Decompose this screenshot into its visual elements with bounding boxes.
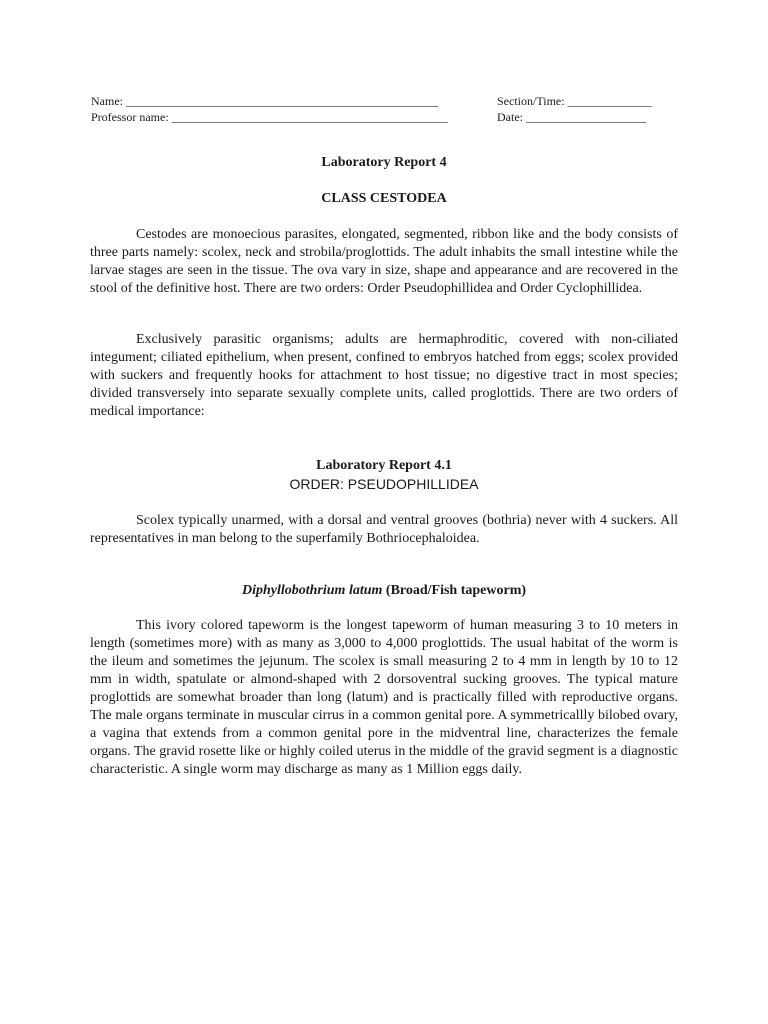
professor-name-field-line: Professor name: ______________________________________________ bbox=[91, 110, 448, 124]
order-heading: ORDER: PSEUDOPHILLIDEA bbox=[289, 476, 479, 492]
intro-paragraph: Cestodes are monoecious parasites, elongated, segmented, ribbon like and the body consists of three parts namely: scolex, neck and strobila/proglottids. The adult inhabits the small intestine while the larvae stages are seen in the tissue. The ova vary in size, shape and appearance and are recovered in the stool of the definitive host. There are two orders: Order Pseudophillidea and Order Cyclophillidea. bbox=[90, 227, 678, 296]
name-field-line: Name: ____________________________________________________ bbox=[91, 94, 438, 108]
report-title: Laboratory Report 4 bbox=[321, 155, 447, 170]
characteristics-paragraph: Exclusively parasitic organisms; adults are hermaphroditic, covered with non-ciliated integument; ciliated epithelium, when present, confined to embryos hatched from eggs; scolex provided with suckers and frequently hooks for attachment to host tissue; no digestive tract in most species; divided transversely into separate sexually complete units, called proglottids. There are two orders of medical importance: bbox=[90, 332, 678, 419]
species-heading bbox=[0, 582, 768, 600]
date-field-line: Date: ____________________ bbox=[497, 110, 646, 124]
species-scientific-name: Diphyllobothrium latum bbox=[241, 583, 383, 598]
section-time-field-line: Section/Time: ______________ bbox=[497, 94, 652, 108]
order-paragraph: Scolex typically unarmed, with a dorsal and ventral grooves (bothria) never with 4 suckers. All representatives in man belong to the superfamily Bothriocephaloidea. bbox=[90, 513, 678, 546]
species-paragraph: This ivory colored tapeworm is the longest tapeworm of human measuring 3 to 10 meters in length (sometimes more) with as many as 3,000 to 4,000 proglottids. The usual habitat of the worm is the ileum and sometimes the jejunum. The scolex is small measuring 2 to 4 mm in length by 10 to 12 mm in width, spatulate or almond-shaped with 2 dorsoventral sucking grooves. The typical mature proglottids are somewhat broader than long (latum) and is practically filled with reproductive organs. The male organs terminate in muscular cirrus in a common genital pore. A symmetricallly bilobed ovary, a vagina that extends from a common genital pore in the midventral line, characterizes the female organs. The gravid rosette like or highly coiled uterus in the middle of the gravid segment is a diagnostic characteristic. A single worm may discharge as many as 1 Million eggs daily. bbox=[90, 618, 678, 777]
class-heading: CLASS CESTODEA bbox=[321, 191, 447, 206]
species-common-name: (Broad/Fish tapeworm) bbox=[382, 583, 527, 598]
section-4-1-title: Laboratory Report 4.1 bbox=[316, 458, 452, 473]
